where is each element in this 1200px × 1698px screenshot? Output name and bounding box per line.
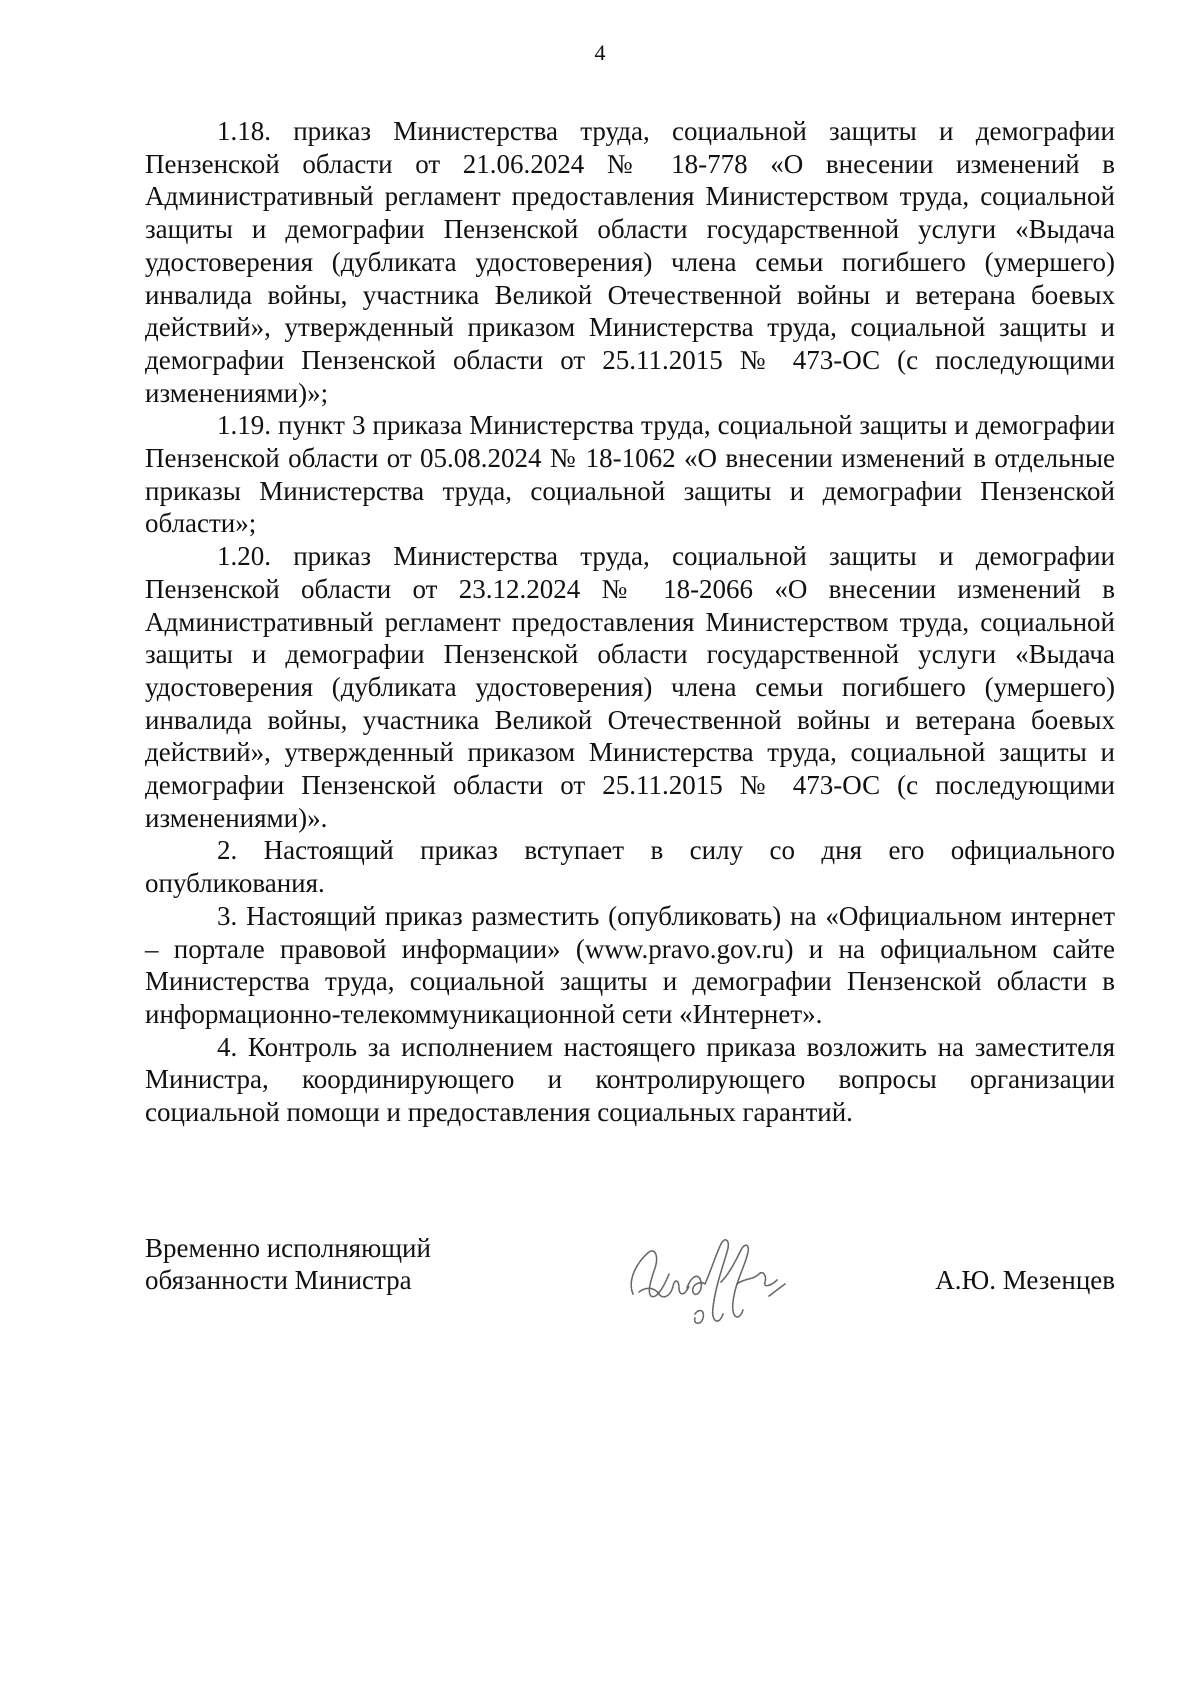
signer-position-line-2: обязанности Министра <box>145 1265 412 1295</box>
paragraph-1-20: 1.20. приказ Министерства труда, социальной защиты и демографии Пензенской области от 23.12.2024 № 18-2066 «О внесении изменений в Административный регламент предоставления Министерством труда, социальной защиты и демографии Пензенской области государственной услуги «Выдача удостоверения (дубликата удостоверения) члена семьи погибшего (умершего) инвалида войны, участника Великой Отечественной войны и ветерана боевых действий», утвержденный приказом Министерства труда, социальной защиты и демографии Пензенской области от 25.11.2015 № 473-ОС (с последующими изменениями)». <box>145 541 1115 833</box>
signer-name: А.Ю. Мезенцев <box>935 1265 1115 1295</box>
paragraph-3: 3. Настоящий приказ разместить (опубликовать) на «Официальном интернет – портале правовой информации» (www.pravo.gov.ru) и на официальном сайте Министерства труда, социальной защиты и демографии Пензенской области в информационно-телекоммуникационной сети «Интернет». <box>145 900 1115 1029</box>
document-body <box>145 115 1115 1129</box>
paragraph-1-18: 1.18. приказ Министерства труда, социальной защиты и демографии Пензенской области от 21.06.2024 № 18-778 «О внесении изменений в Административный регламент предоставления Министерством труда, социальной защиты и демографии Пензенской области государственной услуги «Выдача удостоверения (дубликата удостоверения) члена семьи погибшего (умершего) инвалида войны, участника Великой Отечественной войны и ветерана боевых действий», утвержденный приказом Министерства труда, социальной защиты и демографии Пензенской области от 25.11.2015 № 473-ОС (с последующими изменениями)»; <box>145 116 1115 408</box>
signature-block <box>145 1232 1115 1352</box>
paragraph-2: 2. Настоящий приказ вступает в силу со дня его официального опубликования. <box>145 835 1115 899</box>
page-number: 4 <box>594 40 606 65</box>
signer-position-line-1: Временно исполняющий <box>145 1233 431 1263</box>
handwritten-signature <box>625 1222 795 1332</box>
paragraph-1-19: 1.19. пункт 3 приказа Министерства труда, социальной защиты и демографии Пензенской области от 05.08.2024 № 18-1062 «О внесении изменений в отдельные приказы Министерства труда, социальной защиты и демографии Пензенской области»; <box>145 410 1115 539</box>
signer-position <box>145 1232 431 1296</box>
paragraph-4: 4. Контроль за исполнением настоящего приказа возложить на заместителя Министра, координирующего и контролирующего вопросы организации социальной помощи и предоставления социальных гарантий. <box>145 1031 1115 1128</box>
